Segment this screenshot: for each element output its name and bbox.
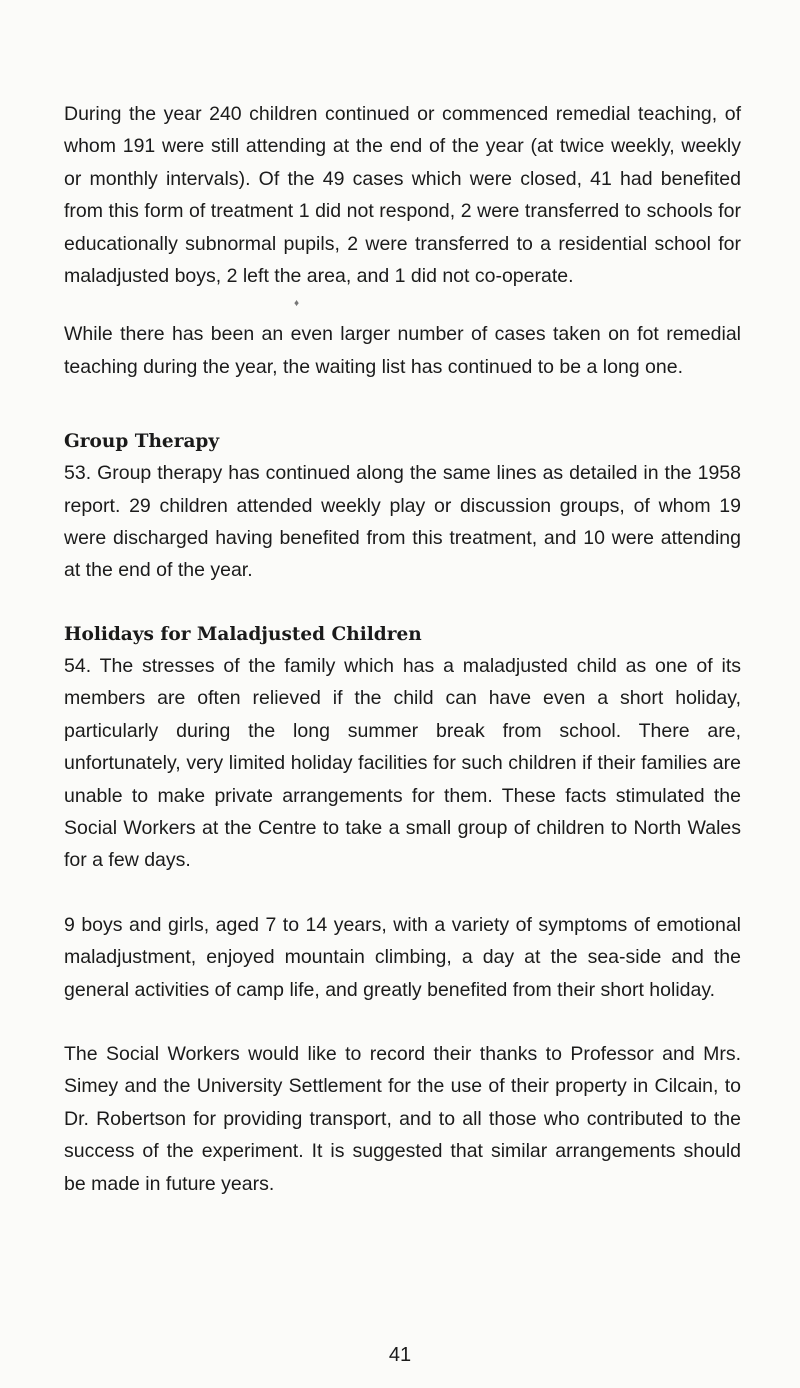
- heading-holidays: Holidays for Maladjusted Children: [64, 623, 422, 645]
- spacer: [64, 587, 741, 620]
- paragraph-remedial-teaching: During the year 240 children continued or commenced remedial teaching, of whom 191 were still attending at the end of the year (at twice weekly, weekly or monthly intervals). Of the 49 cases which were closed, 41 had benefited from this form of treatment 1 did not respond, 2 were transferred to schools for educationally subnormal pupils, 2 were transferred to a residential school for maladjusted boys, 2 left the area, and 1 did not co-operate.: [64, 103, 741, 288]
- heading-group-therapy: Group Therapy: [64, 431, 220, 453]
- paragraph-holidays-stresses: 54. The stresses of the family which has a maladjusted child as one of its members are often relieved if the child can have even a short holiday, particularly during the long summer break from school. There are, unfortunately, very limited holiday facilities for such children if their families are unable to make private arrangements for them. These facts stimulated the Social Workers at the Centre to take a small group of children to North Wales for a few days.: [64, 654, 741, 872]
- paragraph-waiting-list: While there has been an even larger number of cases taken on fot remedial teaching during the year, the waiting list has continued to be a long one.: [64, 323, 741, 378]
- paragraph-holidays-children: 9 boys and girls, aged 7 to 14 years, with a variety of symptoms of emotional maladjustment, enjoyed mountain climbing, a day at the sea-side and the general activities of camp life, and greatly benefited from their short holiday.: [64, 913, 741, 1001]
- print-speck: ♦: [294, 298, 300, 310]
- spacer: [64, 1006, 741, 1038]
- document-page: [64, 98, 741, 1200]
- spacer: [64, 383, 741, 427]
- paragraph-holidays-thanks: The Social Workers would like to record their thanks to Professor and Mrs. Simey and the University Settlement for the use of their property in Cilcain, to Dr. Robertson for providing transport, and to all those who contributed to the success of the experiment. It is suggested that similar arrangements should be made in future years.: [64, 1042, 741, 1195]
- page-number: 41: [388, 1344, 412, 1366]
- spacer: [64, 877, 741, 909]
- paragraph-group-therapy: 53. Group therapy has continued along the same lines as detailed in the 1958 report. 29 children attended weekly play or discussion groups, of whom 19 were discharged having benefited from this treatment, and 10 were attending at the end of the year.: [64, 462, 741, 582]
